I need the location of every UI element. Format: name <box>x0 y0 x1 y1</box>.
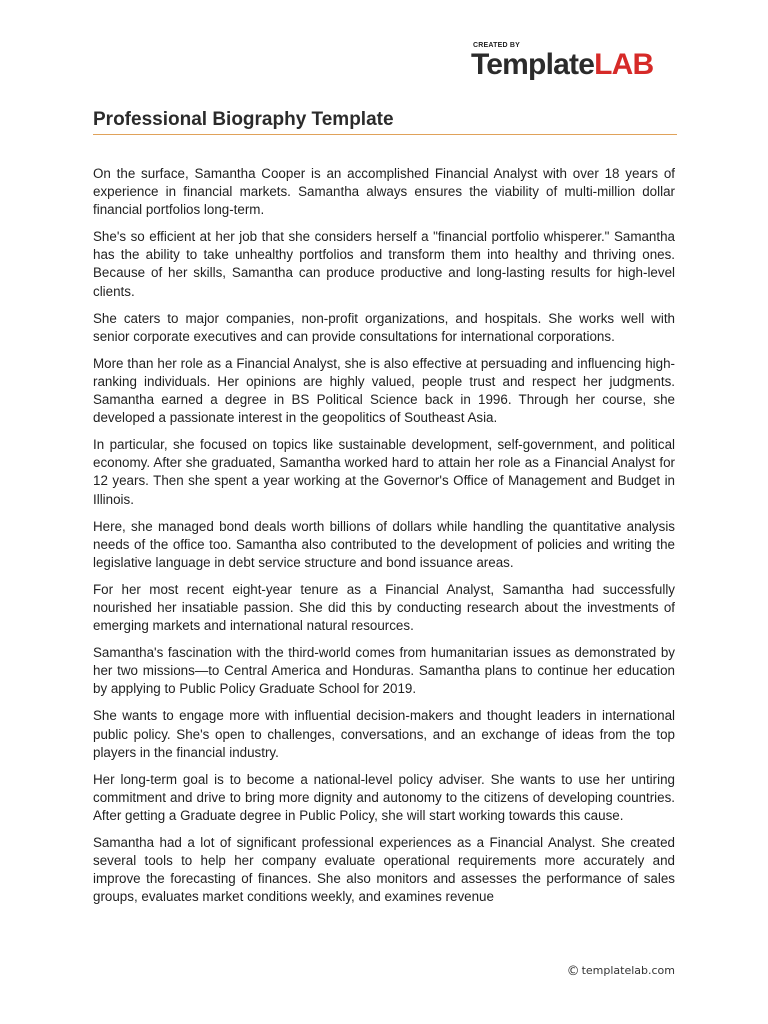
paragraph-8: Samantha's fascination with the third-world comes from humanitarian issues as demonstrated by her two missions—to Central America and Honduras. Samantha plans to continue her education by applying to Public Policy Graduate School for 2019. <box>93 645 675 697</box>
title-divider <box>93 134 677 135</box>
paragraph-7: For her most recent eight-year tenure as a Financial Analyst, Samantha had successfully nourished her insatiable passion. She did this by conducting research about the investments of emerging markets and international natural resources. <box>93 581 675 634</box>
logo-template-text: Template <box>471 48 595 81</box>
templatelab-logo <box>471 42 676 86</box>
paragraph-6: Here, she managed bond deals worth billions of dollars while handling the quantitative analysis needs of the office too. Samantha also contributed to the development of policies and writing the legislative language in debt service structure and bond issuance areas. <box>93 518 675 570</box>
paragraph-10: Her long-term goal is to become a national-level policy adviser. She wants to use her untiring commitment and drive to bring more dignity and autonomy to the citizens of developing countries. After getting a Graduate degree in Public Policy, she will start working towards this cause. <box>93 771 675 823</box>
paragraph-4: More than her role as a Financial Analyst, she is also effective at persuading and influencing high-ranking individuals. Her opinions are highly valued, people trust and respect her judgments. Samantha earned a degree in BS Political Science back in 1996. Through her course, she developed a passionate interest in the geopolitics of Southeast Asia. <box>93 355 675 426</box>
document-title: Professional Biography Template <box>93 109 394 130</box>
paragraph-11: Samantha had a lot of significant professional experiences as a Financial Analyst. She created several tools to help her company evaluate operational requirements more accurately and improve the forecasting of finances. She also monitors and assesses the performance of sales groups, evaluates market conditions weekly, and examines revenue <box>93 835 675 905</box>
paragraph-2: She's so efficient at her job that she considers herself a "financial portfolio whisperer." Samantha has the ability to take unhealthy portfolios and transform them into healthy and thriving ones. Because of her skills, Samantha can produce productive and long-lasting results for high-level clients. <box>93 229 675 299</box>
paragraph-9: She wants to engage more with influential decision-makers and thought leaders in international public policy. She's open to challenges, conversations, and an exchange of ideas from the top players in the financial industry. <box>93 708 675 760</box>
footer-credit <box>567 963 675 978</box>
paragraph-1: On the surface, Samantha Cooper is an accomplished Financial Analyst with over 18 years of experience in financial markets. Samantha always ensures the viability of multi-million dollar financial portfolios long-term. <box>93 166 675 218</box>
footer-site-link[interactable]: templatelab.com <box>581 964 675 977</box>
copyright-icon: © <box>566 964 580 979</box>
paragraph-5: In particular, she focused on topics like sustainable development, self-government, and political economy. After she graduated, Samantha worked hard to attain her role as a Financial Analyst for 12 years. Then she spent a year working at the Governor's Office of Management and Budget in Illinois. <box>93 437 675 507</box>
paragraph-3: She caters to major companies, non-profit organizations, and hospitals. She works well with senior corporate executives and can provide consultations for international corporations. <box>93 310 675 344</box>
biography-body <box>93 165 675 915</box>
logo-wordmark <box>471 48 653 82</box>
logo-lab-text: LAB <box>594 48 654 81</box>
logo-created-by: CREATED BY <box>473 42 520 49</box>
